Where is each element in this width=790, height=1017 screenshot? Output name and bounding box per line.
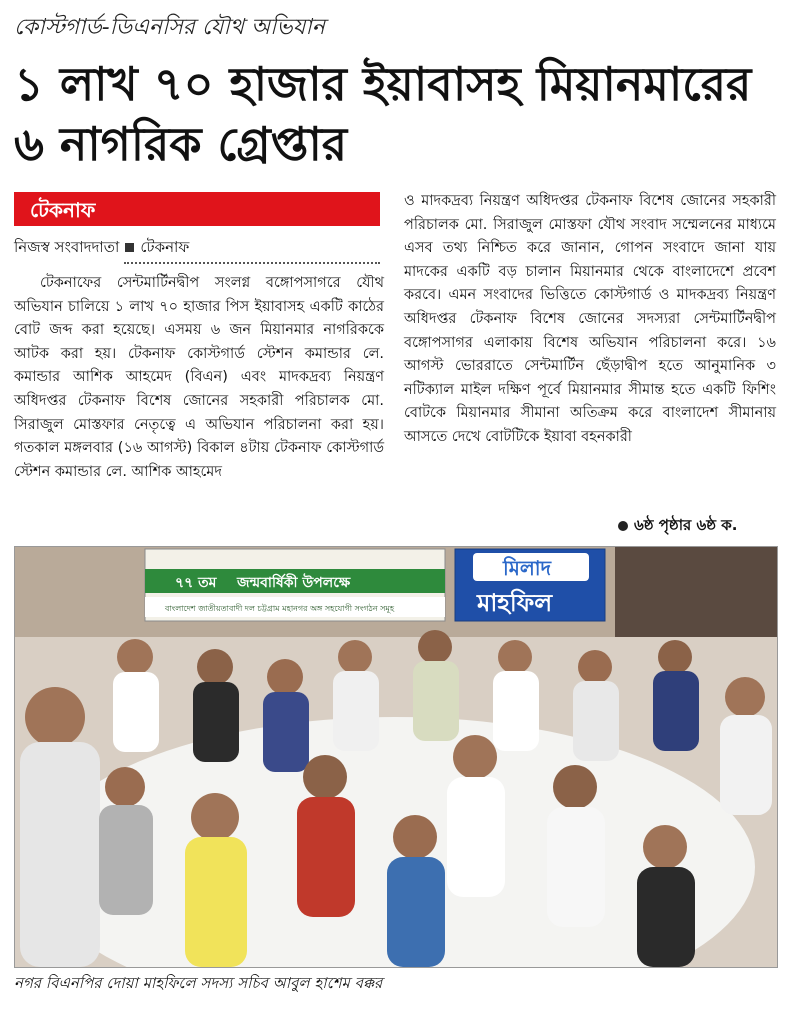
headline: ১ লাখ ৭০ হাজার ইয়াবাসহ মিয়ানমারের ৬ নাগরিক গ্রেপ্তার <box>14 57 752 171</box>
byline <box>14 236 189 261</box>
banner-right-line1: মিলাদ <box>503 556 552 580</box>
banner-left-top: জন্মবার্ষিকী উপলক্ষে <box>237 575 351 591</box>
banner-right-line2: মাহফিল <box>477 589 553 617</box>
continuation-text: ৬ষ্ঠ পৃষ্ঠার ৬ষ্ঠ ক. <box>634 516 738 534</box>
photo-illustration <box>15 547 777 967</box>
bullet-dot-icon <box>618 521 628 531</box>
dotted-divider <box>124 262 380 264</box>
square-bullet-icon <box>125 243 134 252</box>
location-bar <box>14 192 380 226</box>
byline-reporter: নিজস্ব সংবাদদাতা <box>14 238 120 256</box>
banner-left-number: ৭৭ তম <box>175 575 217 591</box>
continuation-note <box>618 514 737 539</box>
byline-place: টেকনাফ <box>140 238 190 256</box>
banner-left-sub: বাংলাদেশ জাতীয়তাবাদী দল চট্টগ্রাম মহানগর অঙ্গ সহযোগী সংগঠন সমূহ <box>165 604 395 613</box>
article-column-2: ও মাদকদ্রব্য নিয়ন্ত্রণ অধিদপ্তর টেকনাফ বিশেষ জোনের সহকারী পরিচালক মো. সিরাজুল মোস্তফা যৌথ সংবাদ সম্মেলনের মাধ্যমে এসব তথ্য নিশ্চিত করে জানান, গোপন সংবাদে জানা যায় মাদকের একটি বড় চালান মিয়ানমার থেকে বাংলাদেশে প্রবেশ করবে। এমন সংবাদের ভিত্তিতে কোস্টগার্ড ও মাদকদ্রব্য নিয়ন্ত্রণ অধিদপ্তর টেকনাফ বিশেষ জোনের সদস্যরা সেন্টমার্টিনদ্বীপ বঙ্গোপসাগর এলাকায় বিশেষ অভিযান পরিচালনা করে। ১৬ আগস্ট ভোররাতে সেন্টমার্টিন ছেঁড়াদ্বীপ হতে আনুমানিক ৩ নটিক্যাল মাইল দক্ষিণ পূর্বে মিয়ানমার সীমান্ত হতে একটি ফিশিং বোটকে মিয়ানমার সীমানা অতিক্রম করে বাংলাদেশ সীমানায় আসতে দেখে বোটটিকে ইয়াবা বহনকারী <box>404 193 776 445</box>
article-column-1: টেকনাফের সেন্টমার্টিনদ্বীপ সংলগ্ন বঙ্গোপসাগরে যৌথ অভিযান চালিয়ে ১ লাখ ৭০ হাজার পিস ইয়াবাসহ একটি কাঠের বোট জব্দ করা হয়েছে। এসময় ৬ জন মিয়ানমার নাগরিককে আটক করা হয়। টেকনাফ কোস্টগার্ড স্টেশন কমান্ডার লে. কমান্ডার আশিক আহমেদ (বিএন) এবং মাদকদ্রব্য নিয়ন্ত্রণ অধিদপ্তর টেকনাফ বিশেষ জোনের সহকারী পরিচালক মো. সিরাজুল মোস্তফার নেতৃত্বে এ অভিযান পরিচালনা করা হয়। গতকাল মঙ্গলবার (১৬ আগস্ট) বিকাল ৪টায় টেকনাফ কোস্টগার্ড স্টেশন কমান্ডার লে. আশিক আহমেদ <box>14 275 384 480</box>
location-label: টেকনাফ <box>30 198 96 222</box>
news-photo <box>14 546 778 968</box>
kicker: কোস্টগার্ড-ডিএনসির যৌথ অভিযান <box>14 15 325 40</box>
photo-caption: নগর বিএনপির দোয়া মাহফিলে সদস্য সচিব আবুল হাশেম বক্কর <box>14 974 383 992</box>
banner-right <box>455 549 605 621</box>
banner-left <box>145 549 445 621</box>
